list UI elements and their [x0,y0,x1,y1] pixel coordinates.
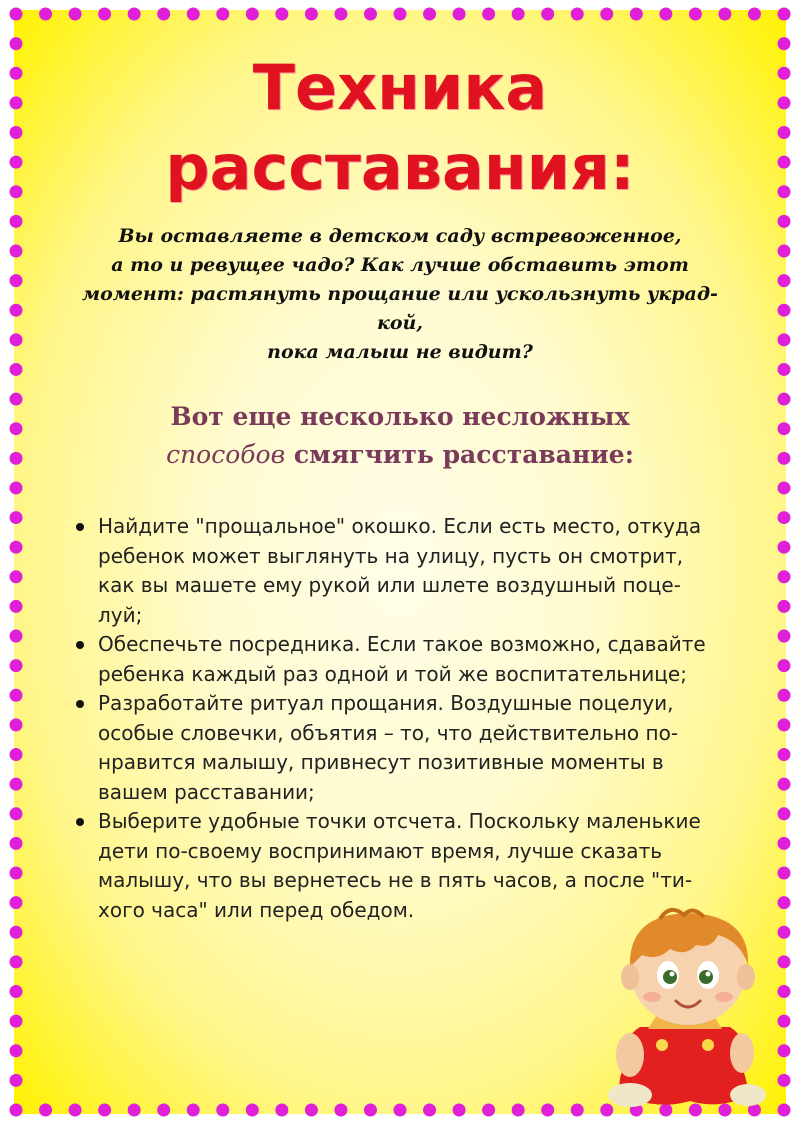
list-item-line: как вы машете ему рукой или шлете воздушный поце- [98,573,681,597]
list-item-line: ребенка каждый раз одной и той же воспитательнице; [98,661,687,686]
bullet-icon [76,818,84,826]
list-item [68,512,768,630]
list-item-line: Выберите удобные точки отсчета. Поскольку маленькие [98,809,701,833]
intro-line: момент: растянуть прощание или ускользнуть украд- [82,283,718,305]
list-item-line: хого часа" или перед обедом. [98,897,415,922]
subtitle-rest: смягчить расставание: [285,440,634,469]
list-item [68,689,768,807]
subtitle [90,398,710,474]
list-item-line: ребенок может выглянуть на улицу, пусть он смотрит, [98,543,684,568]
title-line-1: Техника [252,51,548,124]
cartoon-boy-icon [600,905,770,1110]
list-item [68,630,768,689]
list-item-line: Обеспечьте посредника. Если такое возможно, сдавайте [98,632,706,656]
intro-line: пока малыш не видит? [267,341,533,363]
list-item-line: Найдите "прощальное" окошко. Если есть место, откуда [98,514,702,538]
list-item-line: вашем расставании; [98,779,315,804]
list-item-line: особые словечки, объятия – то, что действительно по- [98,720,679,745]
bullet-icon [76,700,84,708]
title-line-2: расставания: [165,131,635,204]
list-item-line: малышу, что вы вернетесь не в пять часов, а после "ти- [98,868,693,892]
intro-paragraph [80,222,720,367]
list-item-line: нравится малышу, привнесут позитивные моменты в [98,750,664,774]
bullet-icon [76,523,84,531]
subtitle-line-2 [90,436,710,474]
subtitle-line-1: Вот еще несколько несложных [170,402,630,431]
list-item-line: луй; [98,602,143,627]
intro-line: кой, [377,312,423,334]
intro-line: а то и ревущее чадо? Как лучше обставить этот [111,254,689,276]
list-item-line: Разработайте ритуал прощания. Воздушные поцелуи, [98,691,674,715]
intro-line: Вы оставляете в детском саду встревоженное, [118,225,682,247]
bullet-icon [76,641,84,649]
subtitle-italic-word: способов [166,440,286,469]
tips-list [68,512,768,925]
list-item-line: дети по-своему воспринимают время, лучше сказать [98,838,663,863]
